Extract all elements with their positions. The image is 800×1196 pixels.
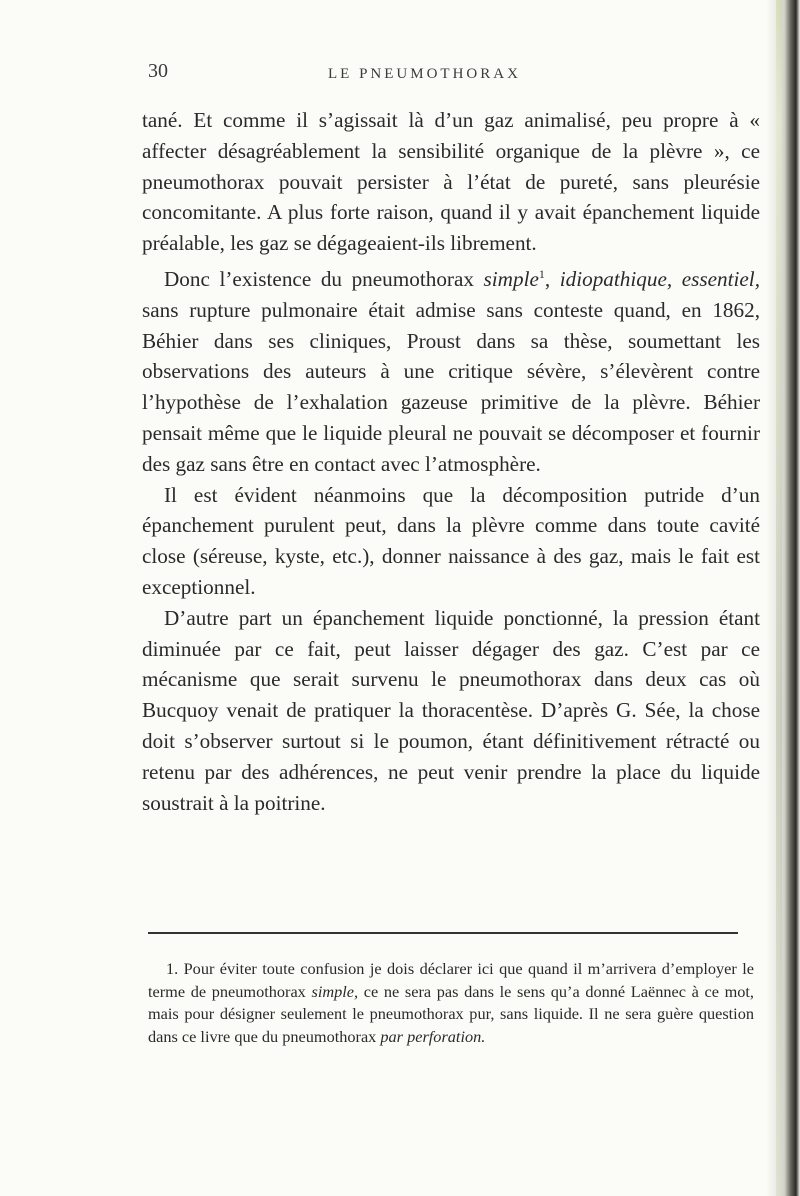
paragraph-2 (142, 259, 760, 480)
body-text (142, 105, 760, 818)
footnote-1-text-c: ce ne sera pas dans le sens qu’a donné Laënnec à ce mot, mais pour désigner seulement le pneumothorax pur, sans liquide. Il ne sera guère question dans ce livre que du pneumothorax (148, 981, 755, 1046)
footnote-ref: 1 (538, 266, 545, 281)
paragraph-2-text-e: sans rupture pulmonaire était admise sans conteste quand, en 1862, Béhier dans ses cliniques, Proust dans sa thèse, soumettant les observations des auteurs à une critique sévère, s’élevèrent contre l’hypothèse de l’exhalation gazeuse primitive de la plèvre. Béhier pensait même que le liquide pleural ne pouvait se décomposer et fournir des gaz sans être en contact avec l’atmosphère. (142, 297, 760, 476)
footnotes (148, 958, 754, 1048)
paragraph-1: tané. Et comme il s’agissait là d’un gaz animalisé, peu propre à « affecter désagréablement la sensibilité organique de la plèvre », ce pneumothorax pouvait persister à l’état de pureté, sans pleurésie concomitante. A plus forte raison, quand il y avait épanchement liquide préalable, les gaz se dégageaient-ils librement. (142, 108, 760, 256)
paragraph-3: Il est évident néanmoins que la décomposition putride d’un épanchement purulent peut, dans la plèvre comme dans toute cavité close (séreuse, kyste, etc.), donner naissance à des gaz, mais le fait est exceptionnel. (142, 482, 760, 600)
footnote-1 (148, 958, 754, 1048)
page-header (148, 60, 740, 86)
book-page-edge (766, 0, 800, 1196)
footnote-1-text-a: 1. Pour éviter toute confusion je dois déclarer ici que quand il m’arrivera d’employer le terme de pneumothorax (148, 959, 754, 1001)
footnote-term-simple: simple, (311, 981, 359, 1001)
term-idiopathique: idiopathique, essentiel, (559, 267, 760, 292)
paragraph-2-text-a: Donc l’existence du pneumothorax (164, 267, 484, 292)
paragraph-2-text-c: , (544, 267, 560, 292)
footnote-term-perforation: par perforation. (380, 1026, 486, 1046)
page-number: 30 (148, 60, 168, 82)
paragraph-4: D’autre part un épanchement liquide ponctionné, la pression étant diminuée par ce fait, peut laisser dégager des gaz. C’est par ce mécanisme que serait survenu le pneumothorax dans deux cas où Bucquoy venait de pratiquer la thoracentèse. D’après G. Sée, la chose doit s’observer surtout si le poumon, étant définitivement rétracté ou retenu par des adhérences, ne peut venir prendre la place du liquide soustrait à la poitrine. (142, 605, 760, 815)
term-simple: simple (483, 267, 539, 292)
footnote-divider (148, 932, 738, 934)
running-head: LE PNEUMOTHORAX (328, 66, 521, 82)
